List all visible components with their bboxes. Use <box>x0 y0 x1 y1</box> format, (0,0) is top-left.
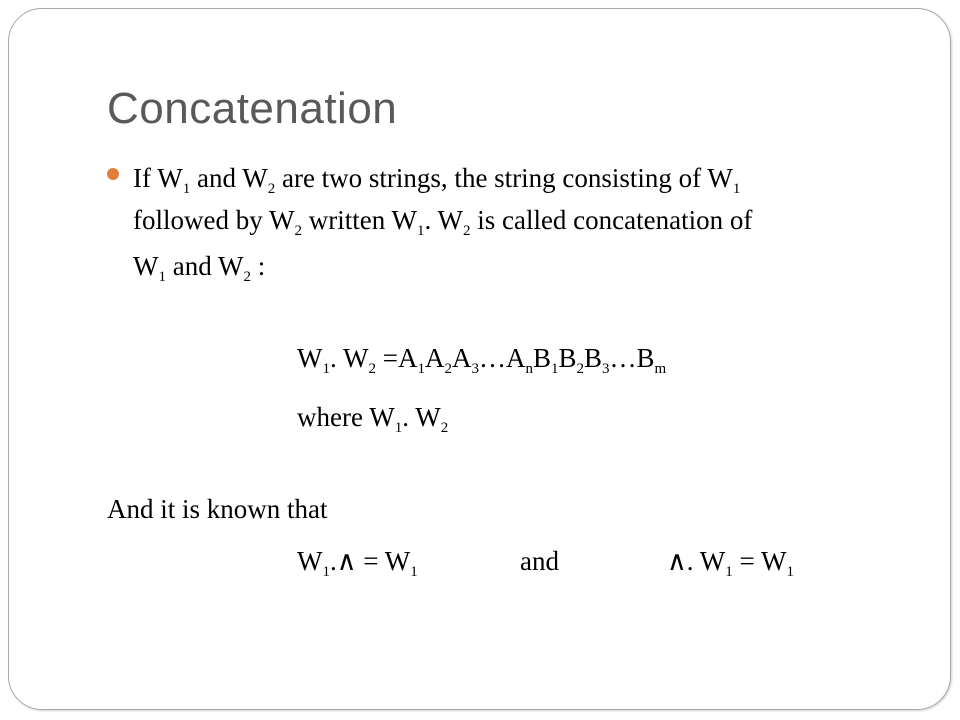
subscript: 2 <box>440 420 449 436</box>
text-run: : <box>250 251 266 281</box>
text-run: B <box>584 343 603 373</box>
subscript: 3 <box>602 361 610 377</box>
text-run: and W <box>190 163 268 193</box>
subscript: n <box>525 361 533 377</box>
text-run: . W <box>402 402 441 432</box>
slide-title: Concatenation <box>107 84 398 133</box>
subscript: 1 <box>410 564 418 580</box>
subscript: 2 <box>243 269 251 285</box>
subscript: 2 <box>368 361 376 377</box>
subscript: 2 <box>444 361 452 377</box>
text-run: followed by W <box>133 205 295 235</box>
subscript: 3 <box>471 361 479 377</box>
text-run: A <box>424 343 445 373</box>
bullet-line-3 <box>133 253 265 285</box>
formula-concatenation <box>297 345 666 377</box>
text-run: is called concatenation of <box>470 205 753 235</box>
text-run: If W <box>133 163 183 193</box>
text-run: . W <box>329 343 369 373</box>
subscript: 1 <box>182 181 191 197</box>
text-run: A <box>451 343 472 373</box>
identity-and: and <box>520 546 559 576</box>
text-run: written W <box>301 205 417 235</box>
subscript: 2 <box>267 181 276 197</box>
subscript: 1 <box>550 361 559 377</box>
subscript: 1 <box>394 420 403 436</box>
text-run: B <box>558 343 577 373</box>
text-run: are two strings, the string consisting of W <box>275 163 733 193</box>
text-run: W <box>133 251 159 281</box>
subscript: 1 <box>732 181 741 197</box>
text-run: and W <box>165 251 244 281</box>
subscript: 1 <box>322 564 330 580</box>
bullet-icon <box>107 168 119 180</box>
known-text: And it is known that <box>107 494 328 524</box>
subscript: 1 <box>416 223 425 239</box>
text-run: B <box>532 343 551 373</box>
subscript: 1 <box>158 269 166 285</box>
subscript: 1 <box>417 361 425 377</box>
subscript: 1 <box>725 564 733 580</box>
bullet-line-1 <box>133 165 740 197</box>
formula-where <box>297 404 448 436</box>
identity-right <box>667 548 794 580</box>
subscript: 2 <box>294 223 302 239</box>
text-run: W <box>297 343 323 373</box>
text-run: …B <box>609 343 655 373</box>
text-run: where W <box>297 402 395 432</box>
text-run: …A <box>478 343 526 373</box>
subscript: 1 <box>322 361 330 377</box>
identity-left <box>297 548 418 580</box>
text-run: W <box>297 546 323 576</box>
bullet-line-2 <box>133 207 752 239</box>
text-run: = W <box>732 546 787 576</box>
subscript: 2 <box>462 223 471 239</box>
text-run: ∧. W <box>667 546 726 576</box>
text-run: =A <box>375 343 418 373</box>
subscript: 1 <box>786 564 794 580</box>
subscript: m <box>654 361 667 377</box>
text-run: . W <box>424 205 463 235</box>
subscript: 2 <box>576 361 584 377</box>
text-run: .∧ = W <box>329 546 411 576</box>
